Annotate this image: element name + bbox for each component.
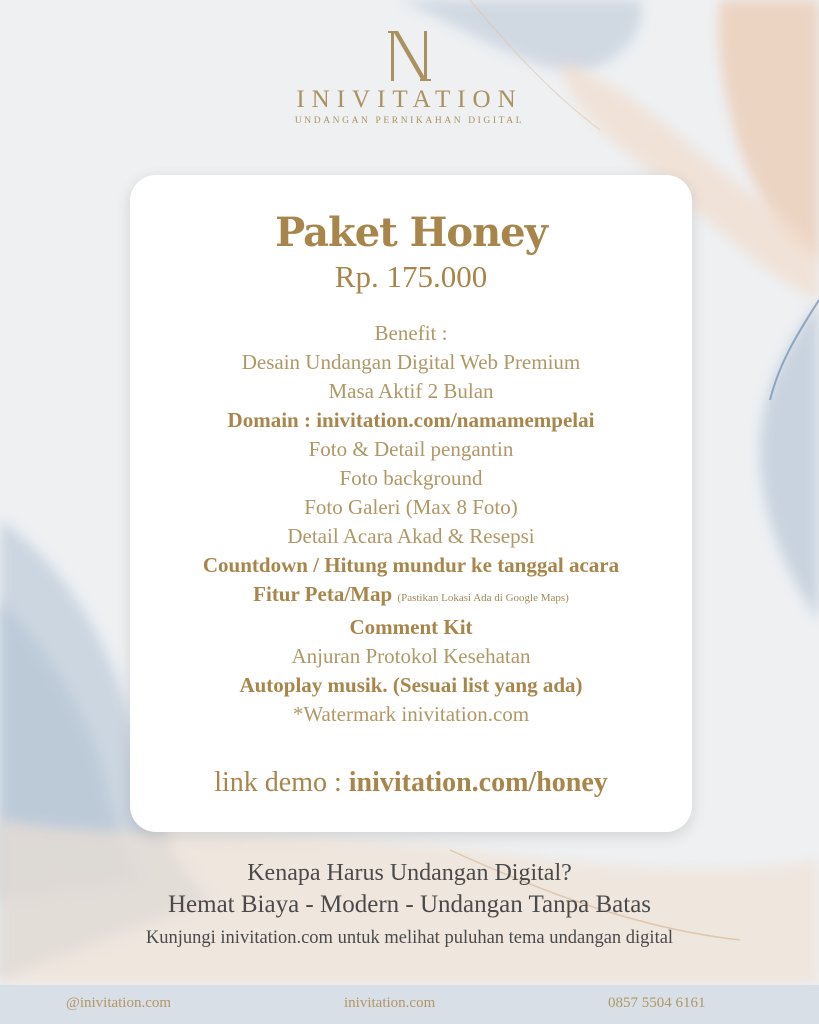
benefit-item bbox=[130, 377, 692, 406]
benefit-item bbox=[130, 319, 692, 348]
benefit-text: Countdown / Hitung mundur ke tanggal acara bbox=[202, 553, 620, 577]
benefit-text: Domain : inivitation.com/namamempelai bbox=[227, 408, 595, 432]
footer-bar bbox=[0, 985, 819, 1024]
brand-tagline: UNDANGAN PERNIKAHAN DIGITAL bbox=[294, 116, 525, 126]
benefit-text: Benefit : bbox=[374, 321, 448, 345]
package-price: Rp. 175.000 bbox=[334, 259, 488, 294]
footer-instagram[interactable]: @inivitation.com bbox=[66, 995, 172, 1011]
benefit-item bbox=[130, 613, 692, 642]
benefit-item bbox=[130, 348, 692, 377]
benefit-item bbox=[130, 671, 692, 700]
benefit-text: Foto & Detail pengantin bbox=[308, 437, 514, 461]
benefit-text: Autoplay musik. (Sesuai list yang ada) bbox=[239, 673, 583, 697]
benefit-item bbox=[130, 700, 692, 729]
benefit-item bbox=[130, 435, 692, 464]
demo-link[interactable]: inivitation.com/honey bbox=[348, 767, 608, 798]
benefit-text: Foto background bbox=[339, 466, 483, 490]
brand-name: INIVITATION bbox=[296, 86, 523, 113]
benefit-text: *Watermark inivitation.com bbox=[292, 702, 530, 726]
demo-label: link demo : bbox=[214, 767, 349, 798]
brand-logo bbox=[0, 30, 819, 126]
visit-text: Kunjungi inivitation.com untuk melihat puluhan tema undangan digital bbox=[145, 928, 674, 948]
benefit-list bbox=[130, 319, 692, 729]
package-title: Paket Honey bbox=[275, 209, 547, 256]
monogram-n-icon bbox=[388, 30, 432, 82]
benefit-text: Detail Acara Akad & Resepsi bbox=[287, 524, 535, 548]
benefit-item bbox=[130, 642, 692, 671]
footer-phone[interactable]: 0857 5504 6161 bbox=[608, 995, 706, 1011]
benefit-note: (Pastikan Lokasi Ada di Google Maps) bbox=[397, 592, 569, 604]
footer-website[interactable]: inivitation.com bbox=[344, 995, 436, 1011]
package-card bbox=[130, 175, 692, 832]
benefit-item bbox=[130, 580, 692, 613]
benefit-text: Foto Galeri (Max 8 Foto) bbox=[304, 495, 518, 519]
benefit-item bbox=[130, 522, 692, 551]
why-digital-section bbox=[0, 857, 819, 953]
benefit-item bbox=[130, 464, 692, 493]
benefit-item bbox=[130, 493, 692, 522]
benefit-item bbox=[130, 406, 692, 435]
benefit-text: Fitur Peta/Map bbox=[253, 582, 393, 606]
benefit-text: Masa Aktif 2 Bulan bbox=[328, 379, 494, 403]
why-question: Kenapa Harus Undangan Digital? bbox=[247, 860, 572, 886]
benefit-item bbox=[130, 551, 692, 580]
benefit-text: Anjuran Protokol Kesehatan bbox=[291, 644, 531, 668]
benefit-text: Desain Undangan Digital Web Premium bbox=[241, 350, 581, 374]
why-reasons: Hemat Biaya - Modern - Undangan Tanpa Batas bbox=[167, 891, 652, 918]
benefit-text: Comment Kit bbox=[349, 615, 473, 639]
demo-link-line bbox=[130, 767, 692, 799]
